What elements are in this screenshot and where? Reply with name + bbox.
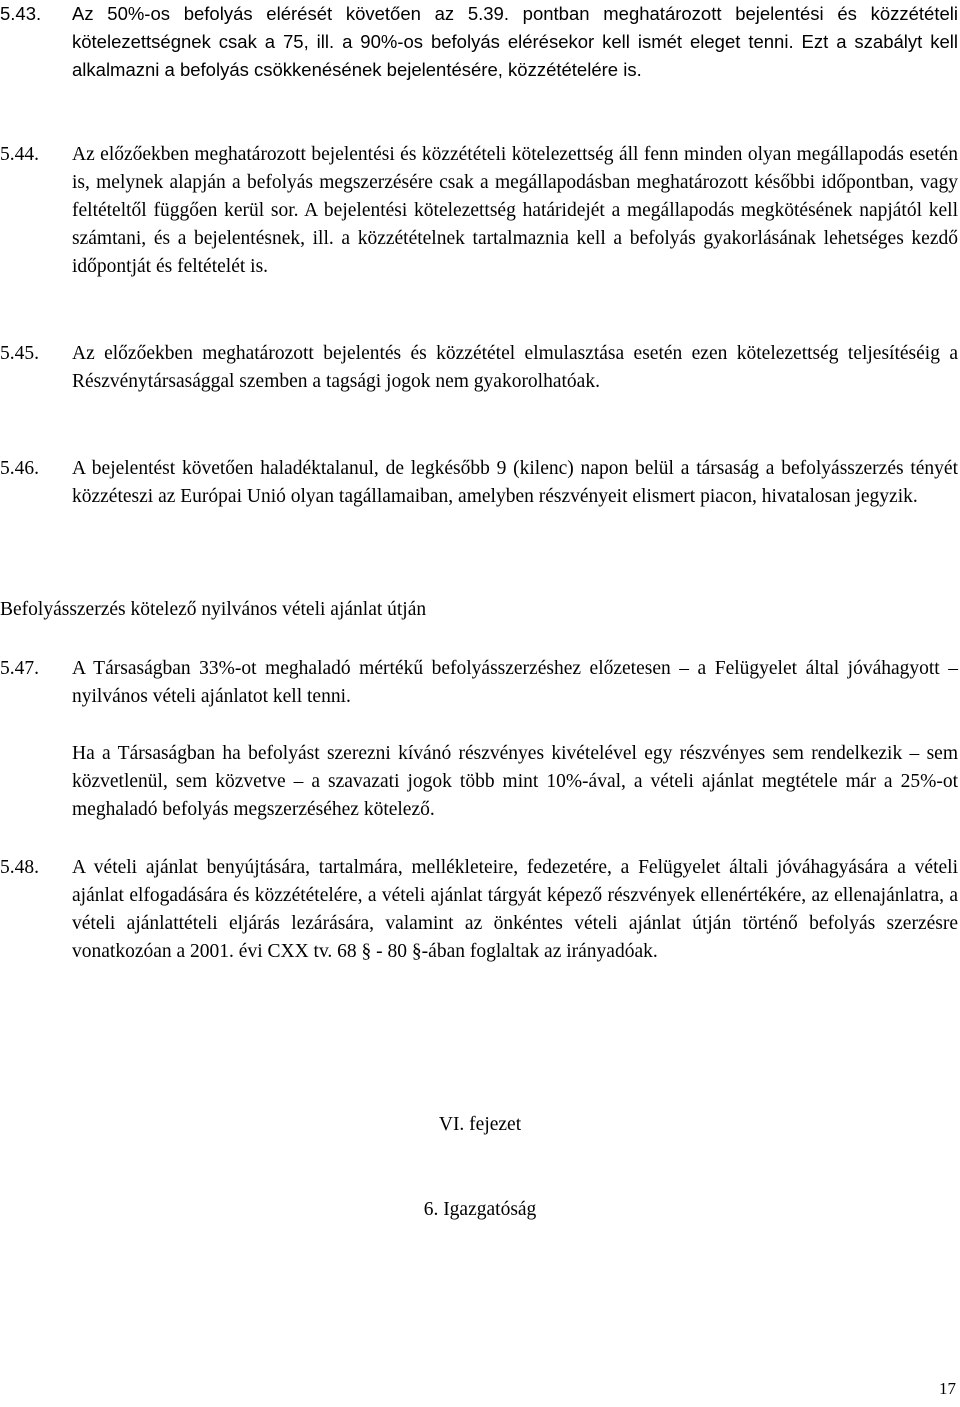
section-text: Az előzőekben meghatározott bejelentési és közzétételi kötelezettség áll fenn minden olyan megállapodás esetén is, melynek alapján a befolyás megszerzésére csak a megállapodásban meghatározott későbbi időpontban, vagy feltételtől függően kerül sor. A bejelentési kötelezettség határidejét a megállapodás megkötésének napjától kell számtani, és a bejelentésnek, ill. a közzétételnek tartalmaznia kell a befolyás gyakorlásának lehetséges kezdő időpontját és feltételét is. (72, 144, 958, 277)
section-number: 5.47. (0, 658, 39, 679)
section-5-47 (0, 655, 960, 711)
section-number: 5.48. (0, 857, 39, 878)
section-5-44 (0, 141, 960, 281)
section-text: Ha a Társaságban ha befolyást szerezni kívánó részvényes kivételével egy részvényes sem rendelkezik – sem közvetlenül, sem közvetve – a szavazati jogok több mint 10%-ával, a vételi ajánlat megtétele már a 25%-ot meghaladó befolyás megszerzéséhez kötelező. (72, 743, 958, 820)
section-text: Az 50%-os befolyás elérését követően az 5.39. pontban meghatározott bejelentési és közzétételi kötelezettségnek csak a 75, ill. a 90%-os befolyás elérésekor kell ismét eleget tenni. Ezt a szabályt kell alkalmazni a befolyás csökkenésének bejelentésére, közzétételére is. (72, 3, 958, 80)
section-text: A bejelentést követően haladéktalanul, de legkésőbb 9 (kilenc) napon belül a társaság a befolyásszerzés tényét közzéteszi az Európai Unió olyan tagállamaiban, amelyben részvényeit elismert piacon, hivatalosan jegyzik. (72, 458, 958, 507)
page-number: 17 (939, 1379, 956, 1398)
subheading: Befolyásszerzés kötelező nyilvános vételi ajánlat útján (0, 599, 427, 620)
section-text: Az előzőekben meghatározott bejelentés és közzététel elmulasztása esetén ezen kötelezettség teljesítéséig a Részvénytársasággal szemben a tagsági jogok nem gyakorolhatóak. (72, 343, 958, 392)
section-number: 5.46. (0, 458, 39, 479)
section-5-45 (0, 340, 960, 396)
section-text: A Társaságban 33%-ot meghaladó mértékű befolyásszerzéshez előzetesen – a Felügyelet által jóváhagyott – nyilvános vételi ajánlatot kell tenni. (72, 658, 958, 707)
section-text: A vételi ajánlat benyújtására, tartalmára, mellékleteire, fedezetére, a Felügyelet általi jóváhagyására a vételi ajánlat elfogadására és közzétételére, a vételi ajánlat tárgyát képező részvények ellenértékére, az ellenajánlatra, a vételi ajánlattételi eljárás lezárására, valamint az önkéntes vételi ajánlat útján történő befolyás szerzésre vonatkozóan a 2001. évi CXX tv. 68 § - 80 §-ában foglaltak az irányadóak. (72, 857, 958, 962)
section-5-48 (0, 854, 960, 966)
section-number: 5.45. (0, 343, 39, 364)
section-5-47-continuation (0, 740, 960, 824)
chapter-title: VI. fejezet (438, 1114, 522, 1135)
section-number: 5.44. (0, 144, 39, 165)
section-5-46 (0, 455, 960, 511)
section-number: 5.43. (0, 3, 42, 24)
section-5-43 (0, 0, 960, 84)
chapter-subtitle: 6. Igazgatóság (423, 1199, 537, 1220)
